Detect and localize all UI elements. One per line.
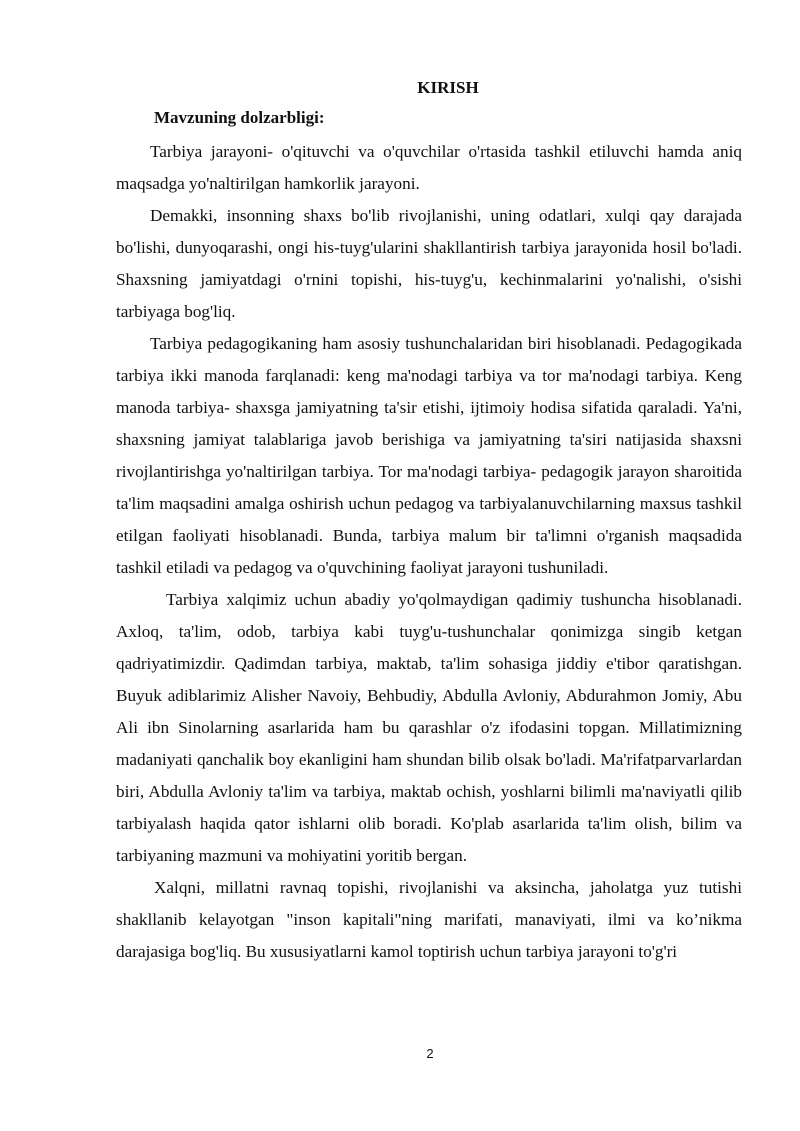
- section-subtitle: Mavzuning dolzarbligi:: [154, 108, 325, 127]
- paragraph-1: Tarbiya jarayoni- o'qituvchi va o'quvchilar o'rtasida tashkil etiluvchi hamda aniq maqsadga yo'naltirilgan hamkorlik jarayoni.: [116, 142, 742, 193]
- paragraph-5: Xalqni, millatni ravnaq topishi, rivojlanishi va aksincha, jaholatga yuz tutishi shakllanib kelayotgan "inson kapitali"ning marifati, manaviyati, ilmi va ko’nikma darajasiga bog'liq. Bu xususiyatlarni kamol toptirish uchun tarbiya jarayoni to'g'ri: [116, 878, 742, 961]
- document-page: [116, 76, 742, 968]
- page-title: KIRISH: [417, 78, 479, 97]
- page-number: 2: [426, 1046, 434, 1061]
- paragraph-2: Demakki, insonning shaxs bo'lib rivojlanishi, uning odatlari, xulqi qay darajada bo'lishi, dunyoqarashi, ongi his-tuyg'ularini shakllantirish tarbiya jarayonida hosil bo'ladi. Shaxsning jamiyatdagi o'rnini topishi, his-tuyg'u, kechinmalarini yo'nalishi, o'sishi tarbiyaga bog'liq.: [116, 206, 742, 321]
- paragraph-4: Tarbiya xalqimiz uchun abadiy yo'qolmaydigan qadimiy tushuncha hisoblanadi. Axloq, ta'lim, odob, tarbiya kabi tuyg'u-tushunchalar qonimizga singib ketgan qadriyatimizdir. Qadimdan tarbiya, maktab, ta'lim sohasiga jiddiy e'tibor qaratishgan. Buyuk adiblarimiz Alisher Navoiy, Behbudiy, Abdulla Avloniy, Abdurahmon Jomiy, Abu Ali ibn Sinolarning asarlarida ham bu qarashlar o'z ifodasini topgan. Millatimizning madaniyati qanchalik boy ekanligini ham shundan bilib olsak bo'ladi. Ma'rifatparvarlardan biri, Abdulla Avloniy ta'lim va tarbiya, maktab ochish, yoshlarni bilimli ma'naviyatli qilib tarbiyalash haqida qator ishlarni olib boradi. Ko'plab asarlarida ta'lim olish, bilim va tarbiyaning mazmuni va mohiyatini yoritib bergan.: [116, 590, 742, 865]
- paragraph-3: Tarbiya pedagogikaning ham asosiy tushunchalaridan biri hisoblanadi. Pedagogikada tarbiya ikki manoda farqlanadi: keng ma'nodagi tarbiya va tor ma'nodagi tarbiya. Keng manoda tarbiya- shaxsga jamiyatning ta'sir etishi, ijtimoiy hodisa sifatida qaraladi. Ya'ni, shaxsning jamiyat talablariga javob berishiga va jamiyatning ta'siri natijasida shaxsni rivojlantirishga yo'naltirilgan tarbiya. Tor ma'nodagi tarbiya- pedagogik jarayon sharoitida ta'lim maqsadini amalga oshirish uchun pedagog va tarbiyalanuvchilarning maxsus tashkil etilgan faoliyati hisoblanadi. Bunda, tarbiya malum bir ta'limni o'rganish maqsadida tashkil etiladi va pedagog va o'quvchining faoliyat jarayoni tushuniladi.: [116, 334, 742, 577]
